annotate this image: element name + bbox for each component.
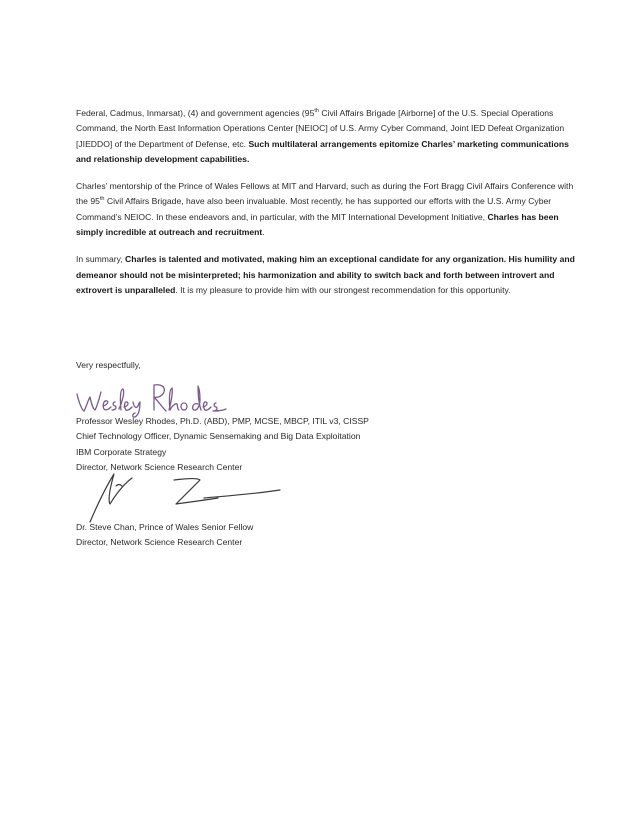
bold-text: Charles is talented and motivated, making him an exceptional candidate for any organization. His humility and demeanor should not be misinterpreted; his harmonization and ability to switch back and forth between introvert and extrovert is unparalleled <box>76 254 575 295</box>
letter-body <box>76 106 576 310</box>
text-run: Civil Affairs Brigade [Airborne] of the U.S. Special Operations Command, the North East Information Operations Center [NEIOC] of U.S. Army Cyber Command, Joint IED Defeat Organization [JIEDDO] of the Department of Defense, etc. <box>76 108 565 149</box>
paragraph-1 <box>76 106 576 167</box>
text-run: . <box>262 227 265 238</box>
superscript: th <box>314 108 319 115</box>
handwritten-signature-wesley-rhodes <box>74 378 244 418</box>
signature-block-2 <box>76 520 253 551</box>
text-run: In summary, <box>76 254 126 265</box>
bold-text: Charles has been simply incredible at outreach and recruitment <box>76 211 559 238</box>
signer-1-name-line: Professor Wesley Rhodes, Ph.D. (ABD), PMP, MCSE, MBCP, ITIL v3, CISSP <box>76 416 369 426</box>
text-run: Civil Affairs Brigade, have also been invaluable. Most recently, he has supported our efforts with the U.S. Army Cyber Command’s NEIOC. In these endeavors and, in particular, with the MIT International Development Initiative, <box>76 196 552 222</box>
bold-text: Such multilateral arrangements epitomize Charles’ marketing communications and relationship development capabilities. <box>76 138 569 164</box>
closing-salutation: Very respectfully, <box>76 360 141 370</box>
paragraph-3 <box>76 252 576 298</box>
superscript: th <box>99 196 105 203</box>
signer-2-role-line: Director, Network Science Research Center <box>76 537 243 548</box>
text-run: . It is my pleasure to provide him with our strongest recommendation for this opportunity. <box>175 284 511 295</box>
signature-block-1 <box>76 414 369 475</box>
paragraph-2 <box>76 179 576 240</box>
signer-2-name-line: Dr. Steve Chan, Prince of Wales Senior Fellow <box>76 522 254 532</box>
text-run: Charles’ mentorship of the Prince of Wales Fellows at MIT and Harvard, such as during the Fort Bragg Civil Affairs Conference with the 95 <box>76 181 574 207</box>
signer-1-org-line: IBM Corporate Strategy <box>76 446 167 457</box>
signer-1-title-line: Chief Technology Officer, Dynamic Sensemaking and Big Data Exploitation <box>76 431 361 442</box>
handwritten-signature-steve-chan <box>86 468 282 524</box>
signer-1-role-line: Director, Network Science Research Center <box>76 461 243 472</box>
text-run: Federal, Cadmus, Inmarsat), (4) and government agencies (95 <box>76 108 315 118</box>
